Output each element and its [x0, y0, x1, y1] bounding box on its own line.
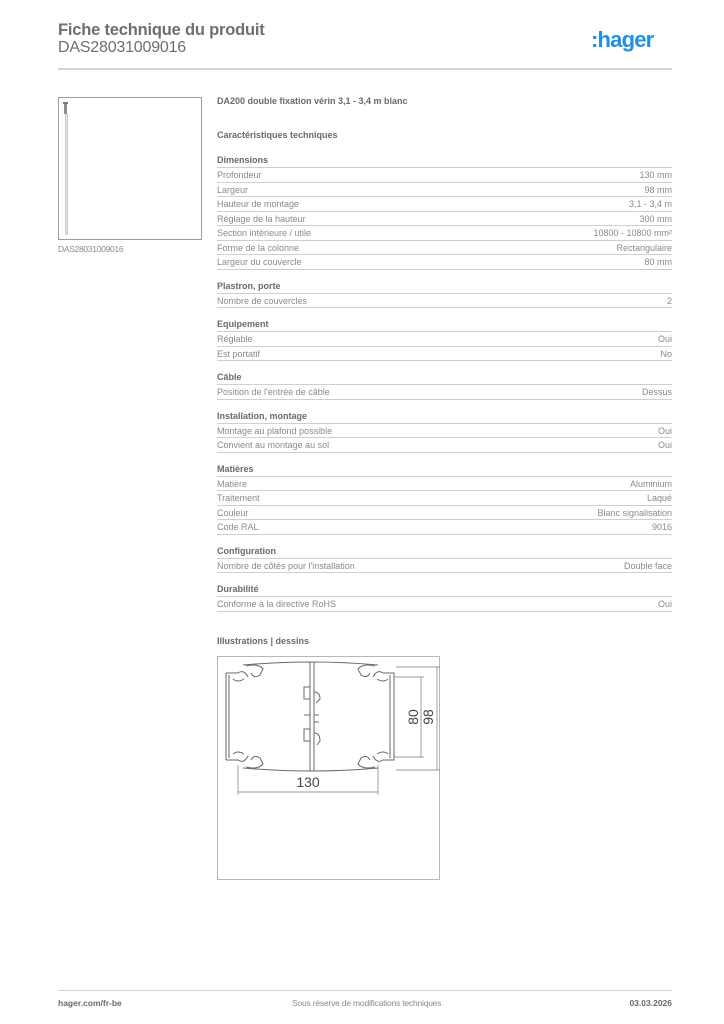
spec-value: No — [660, 348, 672, 359]
spec-group-title: Plastron, porte — [217, 281, 672, 294]
footer-divider — [58, 990, 672, 991]
header-divider — [58, 68, 672, 70]
spec-label: Conforme à la directive RoHS — [217, 599, 337, 609]
spec-row — [217, 226, 672, 241]
spec-value: 80 mm — [644, 257, 672, 267]
column-rod-icon — [65, 113, 68, 235]
spec-group — [217, 584, 672, 612]
spec-value: 9016 — [651, 522, 672, 532]
spec-value: Aluminium — [629, 478, 672, 489]
spec-value: 300 mm — [639, 213, 672, 224]
product-image — [58, 97, 202, 240]
footer-website-link[interactable]: hager.com/fr-be — [58, 998, 122, 1008]
spec-group-title: Installation, montage — [217, 411, 672, 424]
spec-value: 10800 - 10800 mm² — [593, 228, 672, 238]
spec-label: Nombre de côtés pour l'installation — [217, 560, 355, 571]
hager-logo: :hager — [591, 27, 654, 52]
spec-value: Oui — [657, 599, 672, 609]
spec-label: Largeur du couvercle — [217, 257, 302, 267]
spec-value: Oui — [657, 440, 672, 450]
spec-label: Réglable — [217, 334, 253, 344]
spec-value: Blanc signalisation — [597, 507, 672, 518]
dim-cover-label: 80 — [405, 709, 421, 725]
spec-row — [217, 197, 672, 212]
spec-row — [217, 438, 672, 453]
document-title: Fiche technique du produit — [58, 21, 265, 39]
spec-value: Double face — [623, 560, 672, 571]
dim-width-label: 130 — [296, 774, 320, 790]
spec-row — [217, 520, 672, 535]
dim-height-label: 98 — [420, 709, 436, 725]
spec-value: 130 mm — [639, 170, 672, 180]
spec-row — [217, 255, 672, 270]
column-cap-top-icon — [63, 102, 68, 104]
footer-date: 03.03.2026 — [629, 998, 672, 1008]
footer-disclaimer: Sous réserve de modifications techniques — [292, 998, 442, 1008]
illustrations-title: Illustrations | dessins — [217, 635, 310, 646]
spec-row — [217, 385, 672, 400]
spec-group — [217, 155, 672, 270]
section-title: Caractéristiques techniques — [217, 130, 338, 140]
spec-row — [217, 212, 672, 227]
spec-label: Convient au montage au sol — [217, 440, 330, 450]
spec-label: Nombre de couvercles — [217, 295, 308, 306]
spec-row — [217, 168, 672, 183]
spec-group-title: Dimensions — [217, 155, 672, 168]
spec-groups — [217, 155, 672, 612]
spec-value: Rectangulaire — [616, 242, 672, 253]
spec-value: 2 — [666, 295, 672, 306]
spec-value: Oui — [657, 334, 672, 344]
spec-value: Oui — [657, 425, 672, 436]
spec-label: Montage au plafond possible — [217, 425, 333, 436]
spec-label: Réglage de la hauteur — [217, 213, 306, 224]
spec-value: 3,1 - 3,4 m — [628, 199, 672, 209]
spec-label: Largeur — [217, 184, 249, 195]
spec-label: Position de l'entrée de câble — [217, 387, 330, 397]
spec-section — [217, 96, 672, 646]
spec-value: 98 mm — [644, 184, 672, 195]
spec-group — [217, 319, 672, 361]
profile-cross-section-icon — [218, 657, 441, 881]
spec-group-title: Câble — [217, 372, 672, 385]
technical-drawing — [217, 656, 440, 880]
spec-group-title: Configuration — [217, 546, 672, 559]
spec-label: Section intérieure / utile — [217, 228, 312, 238]
spec-label: Profondeur — [217, 170, 262, 180]
spec-row — [217, 294, 672, 309]
spec-row — [217, 559, 672, 574]
spec-group-title: Durabilité — [217, 584, 672, 597]
spec-row — [217, 506, 672, 521]
spec-group — [217, 281, 672, 309]
spec-row — [217, 477, 672, 492]
spec-label: Traitement — [217, 493, 260, 503]
spec-group — [217, 464, 672, 535]
spec-row — [217, 332, 672, 347]
spec-row — [217, 491, 672, 506]
spec-group-title: Equipement — [217, 319, 672, 332]
spec-row — [217, 241, 672, 256]
spec-group — [217, 372, 672, 400]
spec-label: Matière — [217, 478, 248, 489]
spec-label: Code RAL — [217, 522, 259, 532]
spec-label: Couleur — [217, 507, 249, 518]
spec-group — [217, 411, 672, 453]
spec-group — [217, 546, 672, 574]
spec-row — [217, 183, 672, 198]
product-name: DA200 double fixation vérin 3,1 - 3,4 m blanc — [217, 96, 408, 106]
product-image-caption: DAS28031009016 — [58, 244, 124, 254]
spec-row — [217, 597, 672, 612]
spec-value: Dessus — [641, 387, 672, 397]
spec-label: Hauteur de montage — [217, 199, 300, 209]
spec-label: Forme de la colonne — [217, 242, 300, 253]
spec-row — [217, 347, 672, 362]
spec-label: Est portatif — [217, 348, 261, 359]
spec-value: Laqué — [646, 493, 672, 503]
product-code: DAS28031009016 — [58, 39, 186, 56]
spec-row — [217, 424, 672, 439]
spec-group-title: Matières — [217, 464, 672, 477]
